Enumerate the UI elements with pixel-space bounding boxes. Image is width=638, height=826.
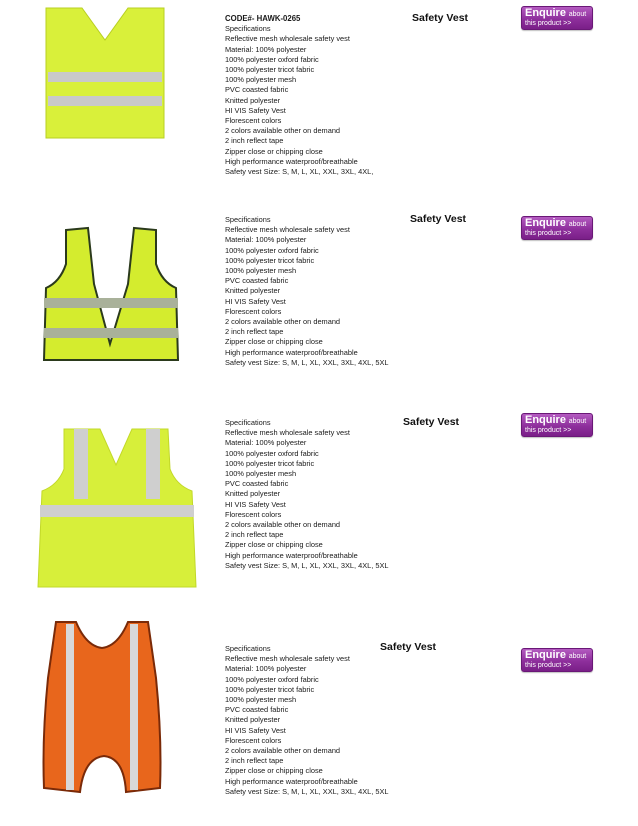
vest-image-1 bbox=[42, 4, 168, 142]
spec-line: Zipper close or chipping close bbox=[225, 337, 323, 347]
spec-line: Reflective mesh wholesale safety vest bbox=[225, 428, 350, 438]
spec-line: 2 colors available other on demand bbox=[225, 126, 341, 136]
product-2 bbox=[0, 210, 638, 410]
spec-line: 100% polyester tricot fabric bbox=[225, 65, 315, 75]
spec-list-1 bbox=[225, 14, 373, 177]
spec-line: Zipper close or chipping close bbox=[225, 146, 323, 156]
spec-line: Florescent colors bbox=[225, 509, 282, 519]
enquire-label: Enquire about bbox=[525, 217, 587, 229]
spec-list-4 bbox=[225, 644, 389, 797]
vest-image-3 bbox=[34, 425, 200, 591]
spec-line: Knitted polyester bbox=[225, 715, 281, 725]
spec-line: Florescent colors bbox=[225, 306, 282, 316]
spec-line: HI VIS Safety Vest bbox=[225, 296, 286, 306]
spec-line: Safety vest Size: S, M, L, XL, XXL, 3XL, 4XL, 5XL bbox=[225, 357, 389, 367]
enquire-sublabel: this product >> bbox=[525, 662, 572, 669]
spec-line: Knitted polyester bbox=[225, 286, 281, 296]
spec-line: Knitted polyester bbox=[225, 489, 281, 499]
spec-line: Material: 100% polyester bbox=[225, 235, 307, 245]
spec-line: 100% polyester mesh bbox=[225, 75, 297, 85]
spec-line: 100% polyester oxford fabric bbox=[225, 448, 319, 458]
vest-image-2 bbox=[38, 224, 184, 364]
spec-line: 100% polyester oxford fabric bbox=[225, 674, 319, 684]
spec-line: HI VIS Safety Vest bbox=[225, 725, 286, 735]
spec-line: Zipper close or chipping close bbox=[225, 766, 323, 776]
enquire-sublabel: this product >> bbox=[525, 230, 572, 237]
spec-line: 100% polyester oxford fabric bbox=[225, 54, 319, 64]
spec-line: HI VIS Safety Vest bbox=[225, 499, 286, 509]
spec-line: High performance waterproof/breathable bbox=[225, 776, 358, 786]
spec-line: PVC coasted fabric bbox=[225, 85, 289, 95]
enquire-button-2[interactable] bbox=[521, 216, 593, 240]
spec-line: Reflective mesh wholesale safety vest bbox=[225, 34, 350, 44]
spec-line: 2 inch reflect tape bbox=[225, 530, 284, 540]
spec-line: High performance waterproof/breathable bbox=[225, 347, 358, 357]
spec-line: Material: 100% polyester bbox=[225, 664, 307, 674]
product-title-2: Safety Vest bbox=[410, 213, 467, 225]
spec-line: Florescent colors bbox=[225, 735, 282, 745]
product-3 bbox=[0, 413, 638, 613]
spec-line: PVC coasted fabric bbox=[225, 705, 289, 715]
spec-line: 100% polyester mesh bbox=[225, 695, 297, 705]
spec-line: PVC coasted fabric bbox=[225, 479, 289, 489]
spec-line: 2 colors available other on demand bbox=[225, 746, 341, 756]
spec-line: PVC coasted fabric bbox=[225, 276, 289, 286]
spec-line: Safety vest Size: S, M, L, XL, XXL, 3XL, 4XL, 5XL bbox=[225, 786, 389, 796]
product-title-4: Safety Vest bbox=[380, 641, 437, 653]
product-4 bbox=[0, 616, 638, 826]
spec-line: Reflective mesh wholesale safety vest bbox=[225, 654, 350, 664]
vest-image-4 bbox=[34, 618, 170, 796]
spec-line: 100% polyester tricot fabric bbox=[225, 255, 315, 265]
spec-line: Material: 100% polyester bbox=[225, 44, 307, 54]
spec-line: Zipper close or chipping close bbox=[225, 540, 323, 550]
spec-line: Specifications bbox=[225, 418, 271, 427]
enquire-sublabel: this product >> bbox=[525, 427, 572, 434]
enquire-label: Enquire about bbox=[525, 649, 587, 661]
spec-line: Specifications bbox=[225, 644, 271, 653]
spec-line: HI VIS Safety Vest bbox=[225, 105, 286, 115]
spec-line: High performance waterproof/breathable bbox=[225, 156, 358, 166]
spec-line: 2 colors available other on demand bbox=[225, 317, 341, 327]
spec-line: Reflective mesh wholesale safety vest bbox=[225, 225, 350, 235]
spec-line: High performance waterproof/breathable bbox=[225, 550, 358, 560]
product-title-3: Safety Vest bbox=[403, 416, 460, 428]
spec-list-3 bbox=[225, 418, 389, 571]
spec-line: 100% polyester mesh bbox=[225, 266, 297, 276]
product-code: CODE#- HAWK-0265 bbox=[225, 14, 301, 23]
spec-line: Knitted polyester bbox=[225, 95, 281, 105]
spec-line: Safety vest Size: S, M, L, XL, XXL, 3XL, 4XL, bbox=[225, 167, 374, 177]
spec-line: Specifications bbox=[225, 215, 271, 224]
spec-line: 100% polyester mesh bbox=[225, 469, 297, 479]
spec-line: Material: 100% polyester bbox=[225, 438, 307, 448]
spec-line: 100% polyester tricot fabric bbox=[225, 458, 315, 468]
product-title-1: Safety Vest bbox=[412, 12, 469, 24]
product-1 bbox=[0, 0, 638, 200]
spec-line: 100% polyester tricot fabric bbox=[225, 684, 315, 694]
enquire-sublabel: this product >> bbox=[525, 20, 572, 27]
spec-line: Safety vest Size: S, M, L, XL, XXL, 3XL, 4XL, 5XL bbox=[225, 560, 389, 570]
enquire-button-1[interactable] bbox=[521, 6, 593, 30]
spec-line: 2 inch reflect tape bbox=[225, 756, 284, 766]
spec-line: 2 inch reflect tape bbox=[225, 327, 284, 337]
spec-list-2 bbox=[225, 215, 389, 368]
spec-line: 2 colors available other on demand bbox=[225, 520, 341, 530]
spec-line: Florescent colors bbox=[225, 116, 282, 126]
enquire-button-4[interactable] bbox=[521, 648, 593, 672]
enquire-button-3[interactable] bbox=[521, 413, 593, 437]
enquire-label: Enquire about bbox=[525, 414, 587, 426]
spec-line: 2 inch reflect tape bbox=[225, 136, 284, 146]
spec-line: 100% polyester oxford fabric bbox=[225, 245, 319, 255]
spec-line: Specifications bbox=[225, 24, 271, 34]
enquire-label: Enquire about bbox=[525, 7, 587, 19]
